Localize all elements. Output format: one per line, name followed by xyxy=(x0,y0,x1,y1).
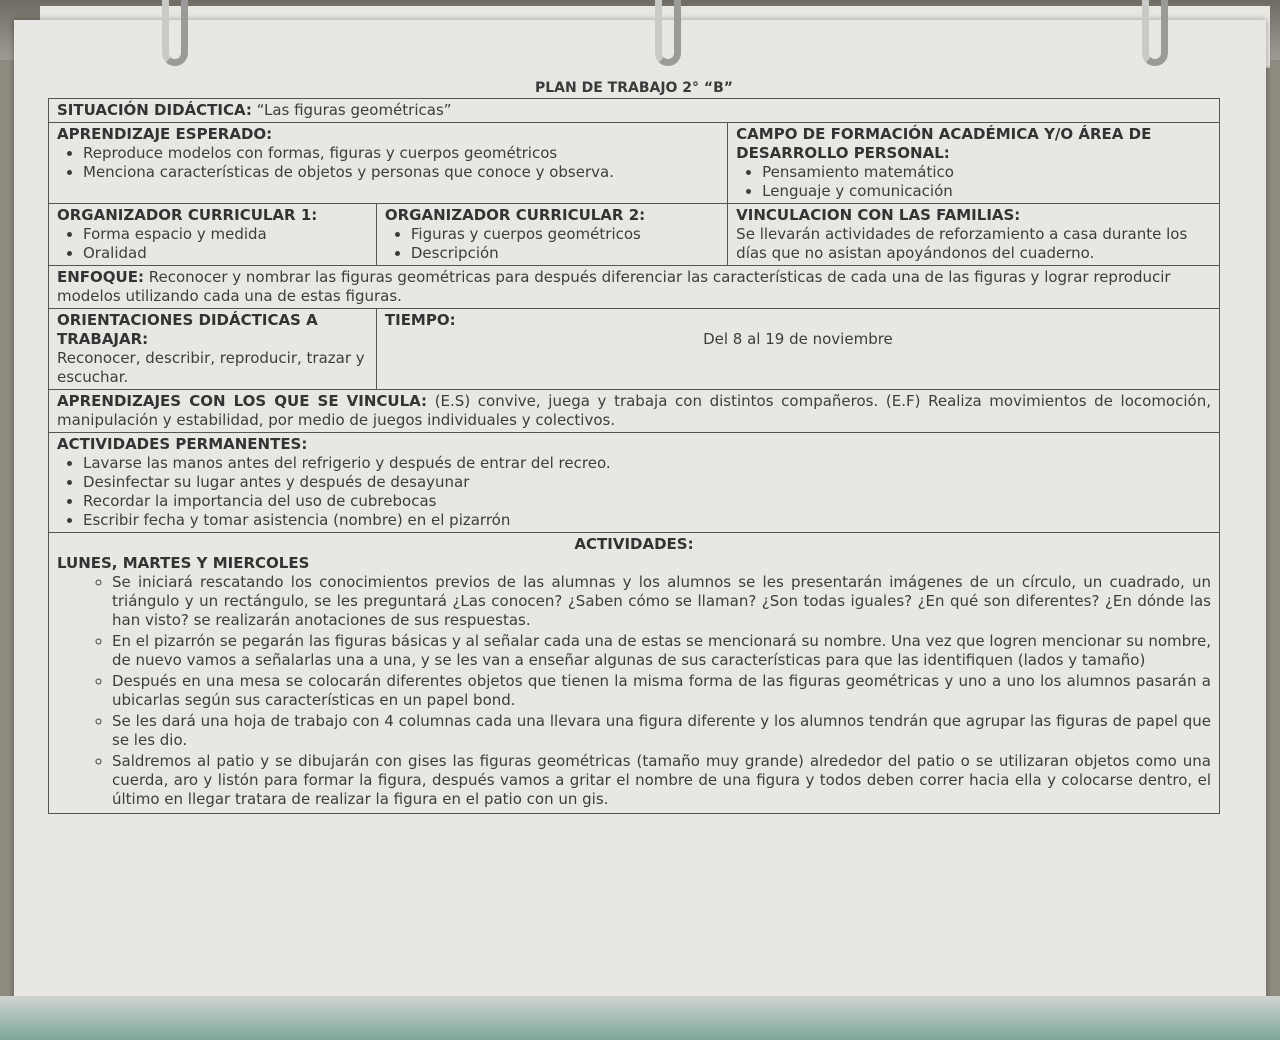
aprendizaje-label: APRENDIZAJE ESPERADO: xyxy=(57,125,273,143)
vincula-cell xyxy=(49,390,1220,433)
situacion-value: “Las figuras geométricas” xyxy=(256,101,452,119)
tiempo-cell xyxy=(376,309,1219,390)
permanentes-list xyxy=(57,454,1211,530)
page-title: PLAN DE TRABAJO 2° “B” xyxy=(534,80,733,96)
permanentes-cell xyxy=(49,433,1220,533)
situacion-cell xyxy=(49,99,1220,123)
list-item: ◦ Saldremos al patio y se dibujarán con gises las figuras geométricas (tamaño muy grande) alrededor del patio o se utilizaran objetos como una cuerda, aro y listón para formar la figura, después vamos a gritar el nombre de una figura y todos deben correr hacia ella y colocarse dentro, el último en llegar tratara de realizar la figura en el patio con un gis. xyxy=(112,752,1211,809)
vincula-row xyxy=(49,390,1220,433)
organizador2-list xyxy=(385,225,719,263)
aprendizaje-list xyxy=(57,144,719,182)
binder-bottom-edge xyxy=(0,996,1280,1040)
organizador2-label: ORGANIZADOR CURRICULAR 2: xyxy=(384,206,646,224)
list-item: • Reproduce modelos con formas, figuras y cuerpos geométricos xyxy=(83,144,719,163)
enfoque-row xyxy=(49,266,1220,309)
enfoque-cell xyxy=(49,266,1220,309)
organizador-row xyxy=(49,204,1220,266)
tiempo-value: Del 8 al 19 de noviembre xyxy=(703,330,893,348)
actividades-list xyxy=(57,573,1211,809)
binder-ring xyxy=(162,0,188,66)
list-item: • Oralidad xyxy=(83,244,368,263)
list-item: • Forma espacio y medida xyxy=(83,225,368,244)
permanentes-label: ACTIVIDADES PERMANENTES: xyxy=(57,435,308,453)
list-item: • Recordar la importancia del uso de cubrebocas xyxy=(83,492,1211,511)
vincula-text: (E.S) convive, juega y trabaja con distintos compañeros. (E.F) Realiza movimientos de locomoción, manipulación y estabilidad, por medio de juegos individuales y colectivos. xyxy=(57,392,1211,429)
enfoque-label: ENFOQUE: xyxy=(57,268,144,286)
organizador1-list xyxy=(57,225,368,263)
list-item: • Pensamiento matemático xyxy=(762,163,1211,182)
orientaciones-cell xyxy=(49,309,377,390)
list-item: ◦ Se iniciará rescatando los conocimientos previos de las alumnas y los alumnos se les presentarán imágenes de un círculo, un cuadrado, un triángulo y un rectángulo, se les preguntará ¿Las conocen? ¿Saben cómo se llaman? ¿Son todas iguales? ¿En qué son diferentes? ¿En dónde las han visto? se realizarán anotaciones de sus respuestas. xyxy=(112,573,1211,630)
permanentes-row xyxy=(49,433,1220,533)
list-item: ◦ Después en una mesa se colocarán diferentes objetos que tienen la misma forma de las figuras geométricas y uno a uno los alumnos pasarán a ubicarlas según sus características en un papel bond. xyxy=(112,672,1211,710)
aprendizaje-row xyxy=(49,123,1220,204)
campo-list xyxy=(736,163,1211,201)
binder-ring xyxy=(1142,0,1168,66)
organizador1-cell xyxy=(49,204,377,266)
orientaciones-text: Reconocer, describir, reproducir, trazar y escuchar. xyxy=(57,349,365,386)
work-plan-sheet xyxy=(48,78,1220,814)
campo-label: CAMPO DE FORMACIÓN ACADÉMICA Y/O ÁREA DE DESARROLLO PERSONAL: xyxy=(736,125,1152,162)
enfoque-text: Reconocer y nombrar las figuras geométricas para después diferenciar las características de cada una de las figuras y lograr reproducir modelos utilizando cada una de estas figuras. xyxy=(57,268,1171,305)
list-item: ◦ Se les dará una hoja de trabajo con 4 columnas cada una llevara una figura diferente y los alumnos tendrán que agrupar las figuras de papel que se les dio. xyxy=(112,712,1211,750)
tiempo-label: TIEMPO: xyxy=(384,311,456,329)
list-item: • Figuras y cuerpos geométricos xyxy=(411,225,719,244)
list-item: • Menciona características de objetos y personas que conoce y observa. xyxy=(83,163,719,182)
aprendizaje-cell xyxy=(49,123,728,204)
actividades-label: ACTIVIDADES: xyxy=(574,535,694,553)
list-item: • Lavarse las manos antes del refrigerio y después de entrar del recreo. xyxy=(83,454,1211,473)
list-item: • Descripción xyxy=(411,244,719,263)
actividades-days: LUNES, MARTES Y MIERCOLES xyxy=(57,554,310,572)
situacion-row xyxy=(49,99,1220,123)
vinculacion-label: VINCULACION CON LAS FAMILIAS: xyxy=(736,206,1021,224)
binder-ring xyxy=(655,0,681,66)
orientaciones-label: ORIENTACIONES DIDÁCTICAS A TRABAJAR: xyxy=(57,311,318,348)
plan-table xyxy=(48,98,1220,814)
organizador2-cell xyxy=(376,204,727,266)
list-item: • Escribir fecha y tomar asistencia (nombre) en el pizarrón xyxy=(83,511,1211,530)
vinculacion-text: Se llevarán actividades de reforzamiento a casa durante los días que no asistan apoyándonos del cuaderno. xyxy=(736,225,1188,262)
actividades-row xyxy=(49,533,1220,814)
organizador1-label: ORGANIZADOR CURRICULAR 1: xyxy=(57,206,318,224)
vincula-label: APRENDIZAJES CON LOS QUE SE VINCULA: xyxy=(57,392,428,410)
list-item: • Lenguaje y comunicación xyxy=(762,182,1211,201)
orientaciones-row xyxy=(49,309,1220,390)
situacion-label: SITUACIÓN DIDÁCTICA: xyxy=(57,101,252,119)
list-item: ◦ En el pizarrón se pegarán las figuras básicas y al señalar cada una de estas se mencionará su nombre. Una vez que logren mencionar su nombre, de nuevo vamos a señalarlas una a una, y se les van a enseñar algunas de sus características para que las identifiquen (lados y tamaño) xyxy=(112,632,1211,670)
list-item: • Desinfectar su lugar antes y después de desayunar xyxy=(83,473,1211,492)
actividades-cell xyxy=(49,533,1220,814)
vinculacion-cell xyxy=(728,204,1220,266)
campo-cell xyxy=(728,123,1220,204)
